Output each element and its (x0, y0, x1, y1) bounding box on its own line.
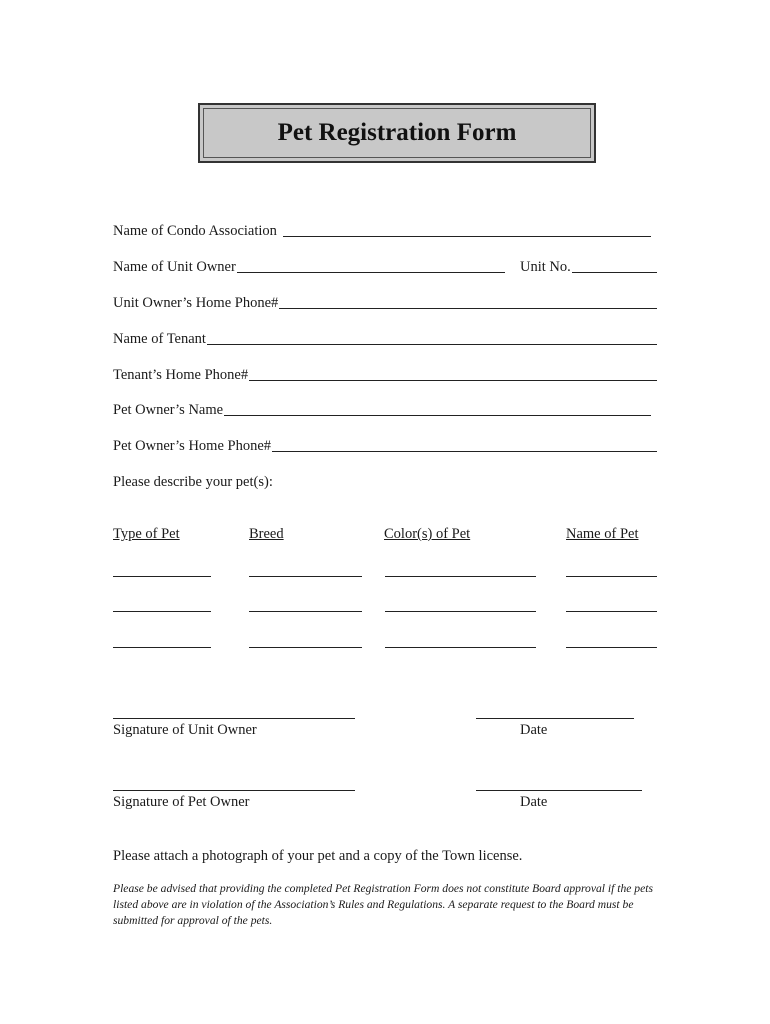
pet-owner-name-label: Pet Owner’s Name (113, 402, 224, 418)
tenant-phone-label: Tenant’s Home Phone# (113, 367, 249, 383)
pet-row-3-color[interactable] (385, 647, 536, 648)
pet-row-2-breed[interactable] (249, 611, 362, 612)
owner-home-phone-label: Unit Owner’s Home Phone# (113, 295, 279, 311)
unit-owner-date-label: Date (520, 722, 548, 738)
unit-no-line[interactable] (572, 272, 657, 273)
title-inner-frame (203, 108, 591, 158)
condo-association-line[interactable] (283, 236, 651, 237)
field-tenant-phone[interactable] (113, 366, 657, 384)
pet-row-3-breed[interactable] (249, 647, 362, 648)
field-tenant-name[interactable] (113, 330, 657, 348)
pet-row-2-color[interactable] (385, 611, 536, 612)
disclaimer-note: Please be advised that providing the completed Pet Registration Form does not constitute Board approval if the pets listed above are in violation of the Association’s Rules and Regulations. A separate request to the Board must be submitted for approval of the pets. (113, 882, 653, 927)
pet-row-1-name[interactable] (566, 576, 657, 577)
unit-owner-signature-line[interactable] (113, 718, 355, 719)
pet-owner-date-label: Date (520, 794, 548, 810)
tenant-name-line[interactable] (207, 344, 657, 345)
field-pet-owner-name[interactable] (113, 401, 651, 419)
attach-photo-note: Please attach a photograph of your pet and a copy of the Town license. (113, 848, 523, 864)
tenant-name-label: Name of Tenant (113, 331, 206, 347)
unit-owner-date-line[interactable] (476, 718, 634, 719)
unit-owner-line[interactable] (237, 272, 505, 273)
field-owner-home-phone[interactable] (113, 294, 657, 312)
field-unit-no[interactable] (520, 258, 657, 276)
field-unit-owner[interactable] (113, 258, 505, 276)
col-colors-of-pet: Color(s) of Pet (384, 526, 471, 542)
pet-owner-phone-label: Pet Owner’s Home Phone# (113, 438, 272, 454)
col-type-of-pet: Type of Pet (113, 526, 180, 542)
condo-association-label: Name of Condo Association (113, 223, 277, 239)
tenant-phone-line[interactable] (249, 380, 657, 381)
pet-owner-signature-label: Signature of Pet Owner (113, 794, 250, 810)
describe-pets-label: Please describe your pet(s): (113, 474, 273, 490)
title-box (198, 103, 596, 163)
pet-row-2-name[interactable] (566, 611, 657, 612)
pet-row-3-name[interactable] (566, 647, 657, 648)
pet-owner-phone-line[interactable] (272, 451, 657, 452)
pet-row-1-color[interactable] (385, 576, 536, 577)
pet-owner-signature-line[interactable] (113, 790, 355, 791)
col-name-of-pet: Name of Pet (566, 526, 639, 542)
unit-no-label: Unit No. (520, 259, 571, 275)
field-condo-association[interactable] (113, 222, 651, 240)
owner-home-phone-line[interactable] (279, 308, 657, 309)
unit-owner-label: Name of Unit Owner (113, 259, 236, 275)
unit-owner-signature-label: Signature of Unit Owner (113, 722, 257, 738)
pet-owner-date-line[interactable] (476, 790, 642, 791)
col-breed: Breed (249, 526, 284, 542)
pet-row-2-type[interactable] (113, 611, 211, 612)
pet-row-1-type[interactable] (113, 576, 211, 577)
form-title: Pet Registration Form (277, 119, 517, 146)
pet-row-3-type[interactable] (113, 647, 211, 648)
pet-row-1-breed[interactable] (249, 576, 362, 577)
pet-owner-name-line[interactable] (224, 415, 651, 416)
field-pet-owner-phone[interactable] (113, 437, 657, 455)
